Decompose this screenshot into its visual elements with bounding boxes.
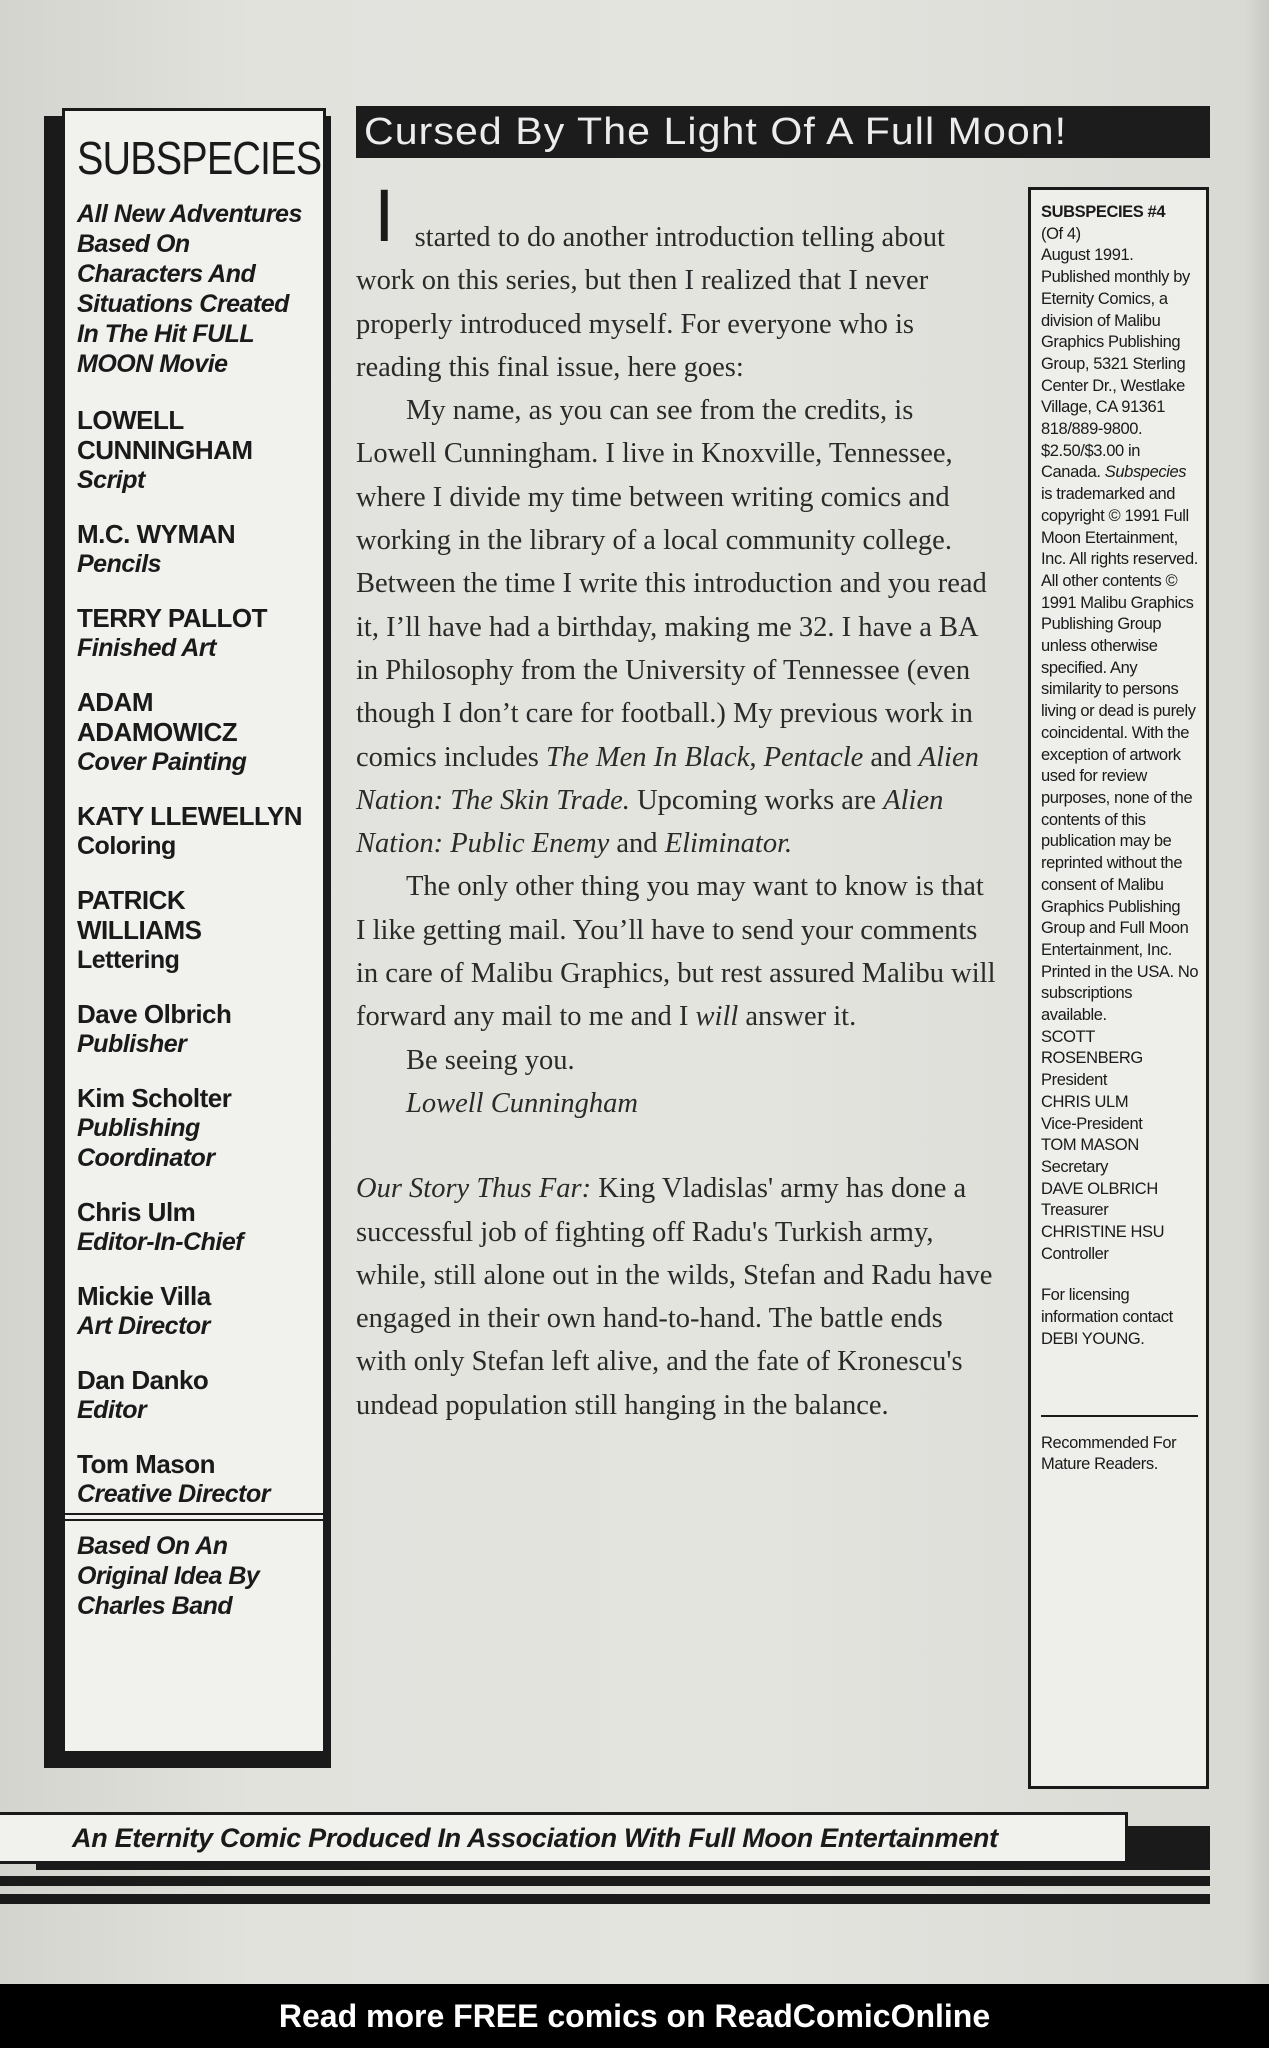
decorative-bar (0, 1876, 1210, 1886)
credit-name: Tom Mason (77, 1449, 216, 1479)
story-so-far (356, 1167, 996, 1427)
officer-name: CHRISTINE HSU (1041, 1223, 1165, 1242)
credit-name: Dan Danko (77, 1365, 209, 1395)
credit-role: Script (77, 466, 145, 494)
book-title: Eliminator. (664, 828, 793, 860)
paragraph-text: The only other thing you may want to know is that I like getting mail. You’ll have to send your comments in care of Malibu Graphics, but rest assured Malibu will forward any mail to me and I (356, 871, 996, 1033)
officer-title: Vice-President (1041, 1114, 1143, 1133)
credit-role: Creative Director (77, 1480, 270, 1508)
credit-name: Chris Ulm (77, 1197, 196, 1227)
article-body (356, 174, 996, 1427)
credit-name: ADAM ADAMOWICZ (77, 687, 238, 747)
paragraph-text: My name, as you can see from the credits, is Lowell Cunningham. I live in Knoxville, Tennessee, where I divide my time between writing comics and working in the library of a local community college. Between the time I write this introduction and you read it, I’ll have had a birthday, making me 32. I have a BA in Philosophy from the University of Tennessee (even though I don’t care for football.) My previous work in comics includes (356, 395, 987, 773)
credit-role: Art Director (77, 1312, 210, 1340)
credits-divider (65, 1513, 323, 1521)
indicia-divider (1041, 1415, 1198, 1417)
officer-title: Treasurer (1041, 1201, 1109, 1220)
story-text: King Vladislas' army has done a successful job of fighting off Radu's Turkish army, while, still alone out in the wilds, Stefan and Radu have engaged in their own hand-to-hand. The battle ends with only Stefan left alive, and the fate of Kronescu's undead population still hanging in the balance. (356, 1173, 993, 1421)
officer (1041, 1027, 1200, 1092)
credit-role: Finished Art (77, 634, 216, 662)
legal-text: August 1991. Published monthly by Eternity Comics, a division of Malibu Graphics Publishing Group, 5321 Sterling Center Dr., Westlake Village, CA 91361 818/889-9800. $2.50/$3.00 in Canada. (1041, 246, 1190, 482)
credit-role: Publishing Coordinator (77, 1114, 215, 1172)
credit-entry (77, 405, 313, 495)
intro-text: started to do another introduction telling about work on this series, but then I realized that I never properly introduced myself. For everyone who is reading this final issue, here goes: (356, 222, 945, 383)
article-paragraph (356, 174, 996, 389)
book-title: The Men In Black, Pentacle (545, 741, 864, 773)
indicia-legal-text (1041, 245, 1200, 1026)
credit-entry (77, 1197, 313, 1257)
credit-entry (77, 1365, 313, 1425)
article-paragraph (356, 865, 996, 1038)
officer (1041, 1092, 1200, 1135)
credit-role: Lettering (77, 946, 180, 974)
officer-name: TOM MASON (1041, 1136, 1139, 1155)
story-label: Our Story Thus Far: (356, 1173, 592, 1205)
credit-entry (77, 1281, 313, 1341)
credit-role: Pencils (77, 550, 162, 578)
mature-readers-note: Recommended For Mature Readers. (1041, 1433, 1177, 1474)
indicia-issue-count: (Of 4) (1041, 224, 1081, 243)
spacer (1041, 1265, 1200, 1285)
credit-entry (77, 519, 313, 579)
closing-line: Be seeing you. (406, 1044, 575, 1076)
officer-title: President (1041, 1071, 1108, 1090)
legal-title: Subspecies (1104, 463, 1187, 482)
credit-role: Editor-In-Chief (77, 1228, 244, 1256)
credit-entry (77, 1449, 313, 1509)
indicia-box (1028, 187, 1209, 1789)
credit-role: Publisher (77, 1030, 187, 1058)
book-title: Alien Nation: Public Enemy (356, 784, 944, 860)
licensing-note: For licensing information contact DEBI YOUNG. (1041, 1286, 1173, 1348)
indicia-title: SUBSPECIES #4 (1041, 203, 1166, 221)
book-title: Alien Nation: The Skin Trade. (356, 741, 979, 816)
credit-role: Cover Painting (77, 748, 247, 776)
drop-cap: I (374, 174, 395, 257)
credit-name: KATY LLEWELLYN (77, 801, 303, 831)
based-on-credit: Based On An Original Idea By Charles Band (77, 1532, 260, 1620)
credit-name: LOWELL CUNNINGHAM (77, 405, 253, 465)
credit-entry (77, 687, 313, 777)
credit-name: M.C. WYMAN (77, 519, 236, 549)
article-paragraph (356, 389, 996, 865)
publisher-banner: An Eternity Comic Produced In Association With Full Moon Entertainment (0, 1812, 1128, 1864)
headline-bar (356, 106, 1210, 158)
emphasis: will (695, 1001, 739, 1033)
credit-entry (77, 1083, 313, 1173)
credit-role: Coloring (77, 832, 176, 860)
credits-box (62, 108, 326, 1754)
credit-name: Mickie Villa (77, 1281, 211, 1311)
credits-title: SUBSPECIES (77, 132, 322, 184)
credit-name: PATRICK WILLIAMS (77, 885, 202, 945)
credit-entry (77, 885, 313, 975)
site-footer-link[interactable]: Read more FREE comics on ReadComicOnline (0, 1984, 1269, 2048)
credit-role: Editor (77, 1396, 147, 1424)
headline-text: Cursed By The Light Of A Full Moon! (364, 111, 1068, 153)
credit-name: Dave Olbrich (77, 999, 232, 1029)
officer-name: DAVE OLBRICH (1041, 1179, 1158, 1198)
officer (1041, 1135, 1200, 1178)
officer-title: Controller (1041, 1244, 1109, 1263)
officer-name: CHRIS ULM (1041, 1092, 1129, 1111)
author-signature: Lowell Cunningham (406, 1087, 638, 1119)
legal-text: is trademarked and copyright © 1991 Full Moon Etertainment, Inc. All rights reserved. All other contents © 1991 Malibu Graphics Publishing Group unless otherwise specified. Any similarity to persons living or dead is purely coincidental. With the exception of artwork used for review purposes, none of the contents of this publication may be reprinted without the consent of Malibu Graphics Publishing Group and Full Moon Entertainment, Inc. Printed in the USA. No subscriptions available. (1041, 485, 1199, 1025)
credit-name: TERRY PALLOT (77, 603, 267, 633)
paragraph-text: and (863, 741, 919, 773)
credit-entry (77, 999, 313, 1059)
credit-name: Kim Scholter (77, 1083, 232, 1113)
officer-name: SCOTT ROSENBERG (1041, 1027, 1143, 1068)
decorative-bar (0, 1894, 1210, 1904)
credit-entry (77, 801, 313, 861)
credits-tagline: All New Adventures Based On Characters And Situations Created In The Hit FULL MOON Movie (77, 200, 302, 378)
page-edge-shading (1245, 0, 1269, 1984)
credit-entry (77, 603, 313, 663)
officer (1041, 1179, 1200, 1222)
officer (1041, 1222, 1200, 1265)
paragraph-text: and (609, 828, 665, 860)
officer-title: Secretary (1041, 1157, 1109, 1176)
paragraph-text: Upcoming works are (629, 784, 884, 816)
paragraph-text: answer it. (738, 1001, 857, 1033)
